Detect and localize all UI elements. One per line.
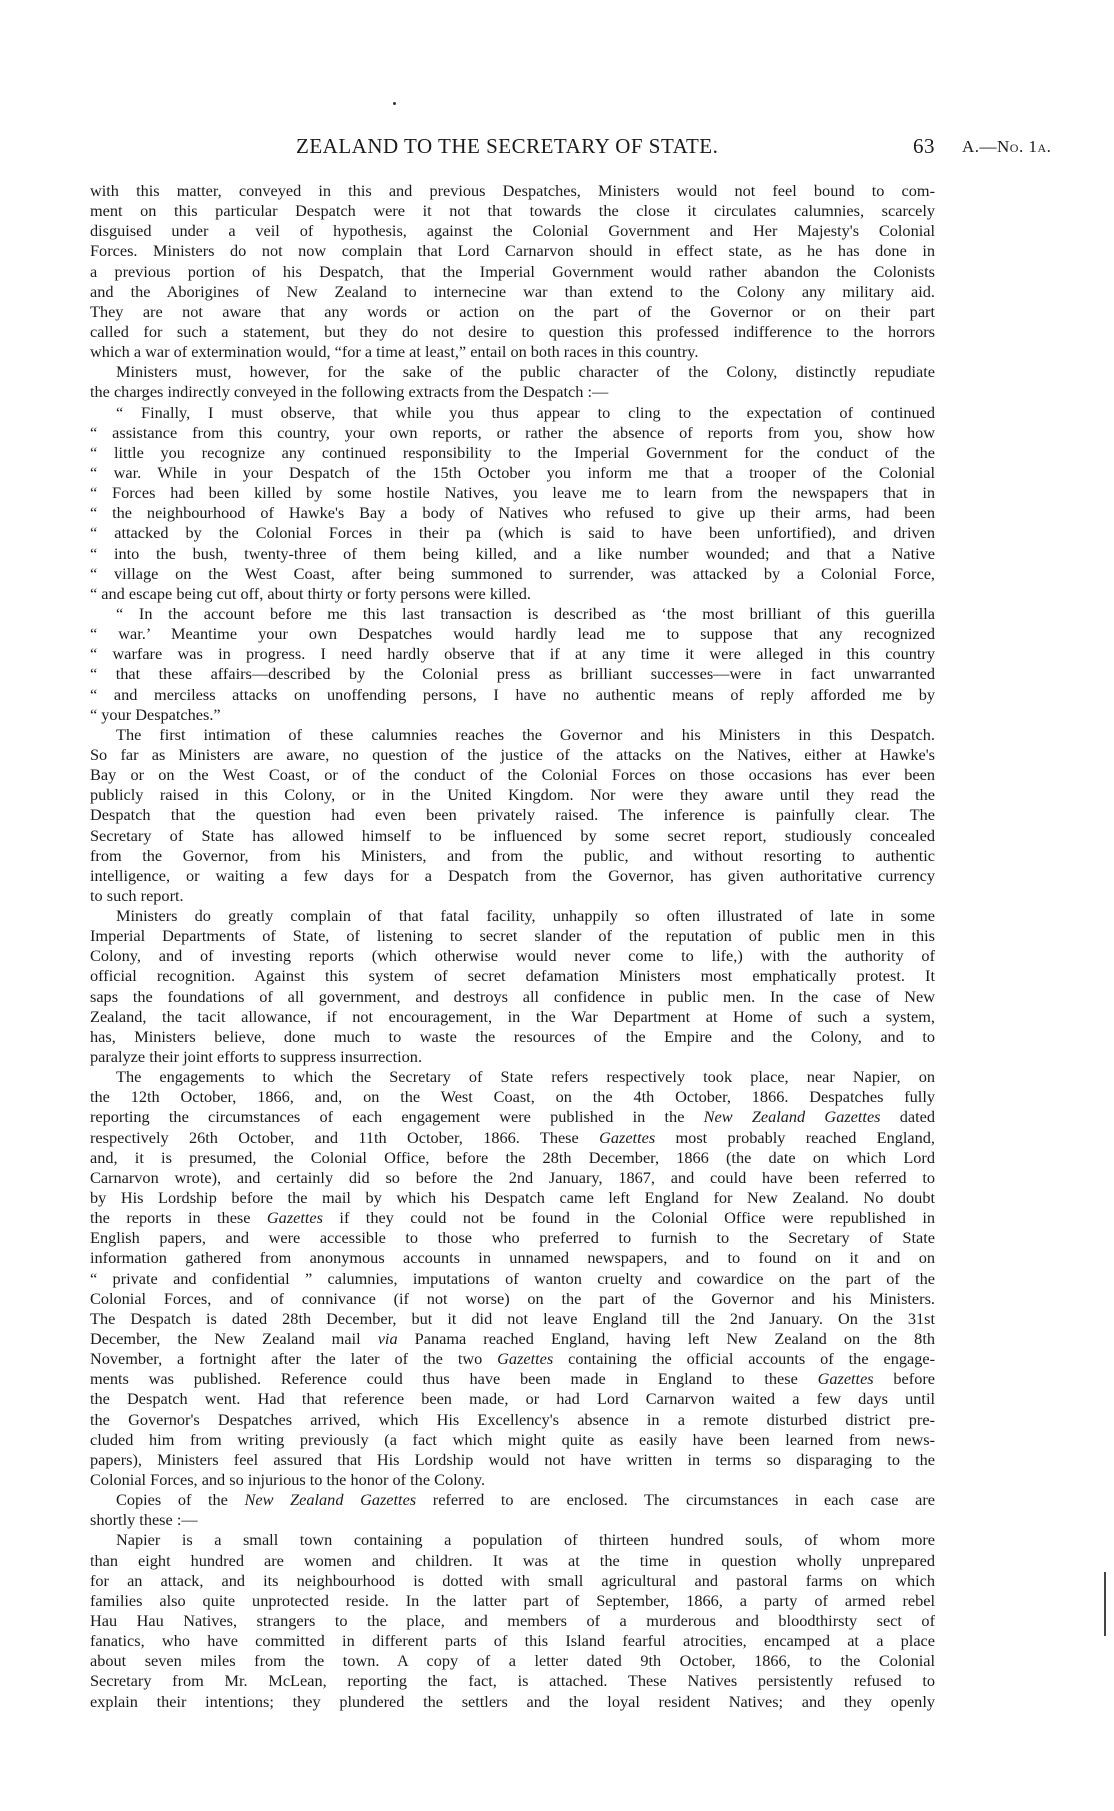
- text-line: Forces. Ministers do not now complain that Lord Carnarvon should in effect state, as he has done in: [90, 241, 935, 261]
- text-line: “ assistance from this country, your own reports, or rather the absence of reports from you, show how: [90, 422, 935, 442]
- text-line: [90, 1349, 935, 1369]
- paragraph: [90, 906, 935, 1067]
- text-line: official recognition. Against this system of secret defamation Ministers most emphatically protest. It: [90, 966, 935, 986]
- text-line: a previous portion of his Despatch, that the Imperial Government would rather abandon the Colonists: [90, 261, 935, 281]
- text-line: and the Aborigines of New Zealand to internecine war than extend to the Colony any military aid.: [90, 281, 935, 301]
- text-segment: dated: [880, 1107, 936, 1127]
- text-line: “ Forces had been killed by some hostile Natives, you leave me to learn from the newspapers that in: [90, 483, 935, 503]
- text-line: “ private and confidential ” calumnies, imputations of wanton cruelty and cowardice on the part of the: [90, 1268, 935, 1288]
- text-line: “ Finally, I must observe, that while you thus appear to cling to the expectation of continued: [116, 402, 935, 422]
- text-line: “ the neighbourhood of Hawke's Bay a body of Natives who refused to give up their arms, had been: [90, 503, 935, 523]
- scan-edge-mark: [1104, 1572, 1106, 1636]
- text-line: “ village on the West Coast, after being summoned to surrender, was attacked by a Colonial Force,: [90, 563, 935, 583]
- text-segment: Panama reached England, having left New Zealand on the 8th: [397, 1329, 935, 1349]
- text-line: The first intimation of these calumnies reaches the Governor and his Ministers in this Despatch.: [116, 724, 935, 744]
- text-line: paralyze their joint efforts to suppress insurrection.: [90, 1047, 423, 1067]
- text-line: English papers, and were accessible to those who preferred to furnish to the Secretary of State: [90, 1228, 935, 1248]
- text-line: for an attack, and its neighbourhood is dotted with small agricultural and pastoral farms on which: [90, 1570, 935, 1590]
- text-line: [90, 1107, 935, 1127]
- text-line: Colony, and of investing reports (which otherwise would never come to life,) with the authority of: [90, 946, 935, 966]
- text-segment: December, the New Zealand mail: [90, 1329, 378, 1349]
- text-line: “ your Despatches.”: [90, 704, 221, 724]
- text-segment: ments was published. Reference could thus have been made in England to these: [90, 1369, 818, 1389]
- italic-text: New Zealand Gazettes: [703, 1107, 881, 1127]
- text-line: Despatch that the question had even been privately raised. The inference is painfully clear. The: [90, 805, 935, 825]
- text-line: Imperial Departments of State, of listening to secret slander of the reputation of public men in this: [90, 926, 935, 946]
- text-line: “ and escape being cut off, about thirty or forty persons were killed.: [90, 583, 531, 603]
- text-line: “ little you recognize any continued responsibility to the Imperial Government for the conduct of the: [90, 442, 935, 462]
- italic-text: New Zealand Gazettes: [244, 1490, 417, 1510]
- text-segment: respectively 26th October, and 11th October, 1866. These: [90, 1127, 600, 1147]
- text-segment: Copies of the: [116, 1490, 245, 1510]
- text-segment: reporting the circumstances of each engagement were published in the: [90, 1107, 704, 1127]
- italic-text: Gazettes: [817, 1369, 874, 1389]
- text-line: “ into the bush, twenty-three of them being killed, and a like number wounded; and that a Native: [90, 543, 935, 563]
- text-line: Bay or on the West Coast, or of the conduct of the Colonial Forces on those occasions has ever been: [90, 765, 935, 785]
- paragraph: [90, 1490, 935, 1530]
- text-line: and, it is presumed, the Colonial Office, before the 28th December, 1866 (the date on which Lord: [90, 1147, 935, 1167]
- text-line: “ war. While in your Despatch of the 15th October you inform me that a trooper of the Colonial: [90, 462, 935, 482]
- text-line: information gathered from anonymous accounts in unnamed newspapers, and to found on it and on: [90, 1248, 935, 1268]
- text-line: “ In the account before me this last transaction is described as ‘the most brilliant of this guerilla: [116, 603, 935, 623]
- text-line: papers), Ministers feel assured that His Lordship would not have written in terms so disparaging to the: [90, 1449, 935, 1469]
- text-line: “ war.’ Meantime your own Despatches would hardly lead me to suppose that any recognized: [90, 624, 935, 644]
- text-line: [90, 1329, 935, 1349]
- text-line: Colonial Forces, and so injurious to the honor of the Colony.: [90, 1470, 486, 1489]
- text-line: Colonial Forces, and of connivance (if not worse) on the part of the Governor and his Ministers.: [90, 1288, 935, 1308]
- text-line: Secretary of State has allowed himself to be influenced by some secret report, studiously concealed: [90, 825, 935, 845]
- text-line: The engagements to which the Secretary of State refers respectively took place, near Napier, on: [116, 1067, 935, 1087]
- text-line: the charges indirectly conveyed in the following extracts from the Despatch :—: [90, 382, 609, 402]
- text-line: about seven miles from the town. A copy of a letter dated 9th October, 1866, to the Colonial: [90, 1651, 935, 1671]
- text-line: [90, 1369, 935, 1389]
- text-line: Napier is a small town containing a population of thirteen hundred souls, of whom more: [116, 1530, 935, 1550]
- text-line: “ attacked by the Colonial Forces in their pa (which is said to have been unfortified), and driven: [90, 523, 935, 543]
- text-segment: if they could not be found in the Colonial Office were republished in: [323, 1208, 935, 1228]
- text-line: to such report.: [90, 885, 184, 905]
- paragraph: [90, 403, 935, 604]
- text-line: disguised under a veil of hypothesis, against the Colonial Government and Her Majesty's Colonial: [90, 221, 935, 241]
- text-line: with this matter, conveyed in this and previous Despatches, Ministers would not feel bound to com-: [90, 181, 935, 200]
- text-line: called for such a statement, but they do not desire to question this professed indifference to the horrors: [90, 321, 935, 341]
- text-line: the Governor's Despatches arrived, which His Excellency's absence in a remote disturbed district pre-: [90, 1409, 935, 1429]
- paragraph: [90, 181, 935, 362]
- text-line: [90, 1208, 935, 1228]
- text-line: [90, 1490, 935, 1510]
- paragraph: [90, 604, 935, 725]
- text-line: ment on this particular Despatch were it not that towards the close it circulates calumnies, scarcely: [90, 201, 935, 221]
- text-line: than eight hundred are women and children. It was at the time in question wholly unprepared: [90, 1550, 935, 1570]
- running-header-title: ZEALAND TO THE SECRETARY OF STATE.: [296, 134, 719, 158]
- text-line: by His Lordship before the mail by which his Despatch came left England for New Zealand. No doubt: [90, 1188, 935, 1208]
- paragraph: [90, 1067, 935, 1490]
- text-line: The Despatch is dated 28th December, but it did not leave England till the 2nd January. On the 31st: [90, 1308, 935, 1328]
- text-line: explain their intentions; they plundered the settlers and the loyal resident Natives; and they openly: [90, 1691, 935, 1711]
- italic-text: Gazettes: [266, 1208, 323, 1228]
- page-number: 63: [913, 134, 935, 158]
- text-line: publicly raised in this Colony, or in the United Kingdom. Nor were they aware until they read the: [90, 785, 935, 805]
- text-line: the Despatch went. Had that reference been made, or had Lord Carnarvon waited a few days until: [90, 1389, 935, 1409]
- text-line: families also quite unprotected reside. In the latter part of September, 1866, a party of armed rebel: [90, 1590, 935, 1610]
- text-line: “ and merciless attacks on unoffending persons, I have no authentic means of reply afforded me by: [90, 684, 935, 704]
- paragraph: [90, 725, 935, 906]
- text-line: Secretary from Mr. McLean, reporting the fact, is attached. These Natives persistently refused to: [90, 1671, 935, 1691]
- text-segment: before: [873, 1369, 935, 1389]
- text-line: the 12th October, 1866, and, on the West Coast, on the 4th October, 1866. Despatches fully: [90, 1087, 935, 1107]
- italic-text: Gazettes: [497, 1349, 554, 1369]
- text-segment: containing the official accounts of the engage-: [553, 1349, 935, 1369]
- text-line: which a war of extermination would, “for a time at least,” entail on both races in this country.: [90, 342, 699, 362]
- text-line: Ministers must, however, for the sake of the public character of the Colony, distinctly repudiate: [116, 362, 935, 382]
- document-body: [90, 181, 935, 1712]
- text-line: Carnarvon wrote), and certainly did so before the 2nd January, 1867, and could have been referred to: [90, 1167, 935, 1187]
- text-line: “ warfare was in progress. I need hardly observe that if at any time it were alleged in this country: [90, 644, 935, 664]
- paragraph: [90, 1530, 935, 1711]
- text-line: fanatics, who have committed in different parts of this Island fearful atrocities, encamped at a place: [90, 1631, 935, 1651]
- text-line: has, Ministers believe, done much to waste the resources of the Empire and the Colony, and to: [90, 1026, 935, 1046]
- italic-text: via: [377, 1329, 398, 1349]
- text-line: Zealand, the tacit allowance, if not encouragement, in the War Department at Home of such a system,: [90, 1006, 935, 1026]
- document-reference: A.—No. 1a.: [962, 137, 1052, 156]
- text-line: intelligence, or waiting a few days for a Despatch from the Governor, has given authoritative currency: [90, 865, 935, 885]
- text-segment: November, a fortnight after the later of the two: [90, 1349, 498, 1369]
- text-segment: most probably reached England,: [655, 1127, 936, 1147]
- scan-speck: [393, 102, 396, 105]
- text-line: shortly these :—: [90, 1510, 198, 1530]
- text-line: So far as Ministers are aware, no question of the justice of the attacks on the Natives, either at Hawke's: [90, 744, 935, 764]
- text-line: Ministers do greatly complain of that fatal facility, unhappily so often illustrated of late in some: [116, 906, 935, 926]
- text-line: “ that these affairs—described by the Colonial press as brilliant successes—were in fact unwarranted: [90, 664, 935, 684]
- text-line: cluded him from writing previously (a fact which might quite as easily have been learned from news-: [90, 1429, 935, 1449]
- paragraph: [90, 362, 935, 402]
- text-line: Hau Hau Natives, strangers to the place, and members of a murderous and bloodthirsty sect of: [90, 1610, 935, 1630]
- text-line: saps the foundations of all government, and destroys all confidence in public men. In the case of New: [90, 986, 935, 1006]
- text-segment: the reports in these: [90, 1208, 267, 1228]
- text-line: They are not aware that any words or action on the part of the Governor or on their part: [90, 301, 935, 321]
- text-line: [90, 1128, 935, 1148]
- italic-text: Gazettes: [599, 1127, 656, 1147]
- text-line: from the Governor, from his Ministers, and from the public, and without resorting to authentic: [90, 845, 935, 865]
- text-segment: referred to are enclosed. The circumstances in each case are: [416, 1490, 936, 1510]
